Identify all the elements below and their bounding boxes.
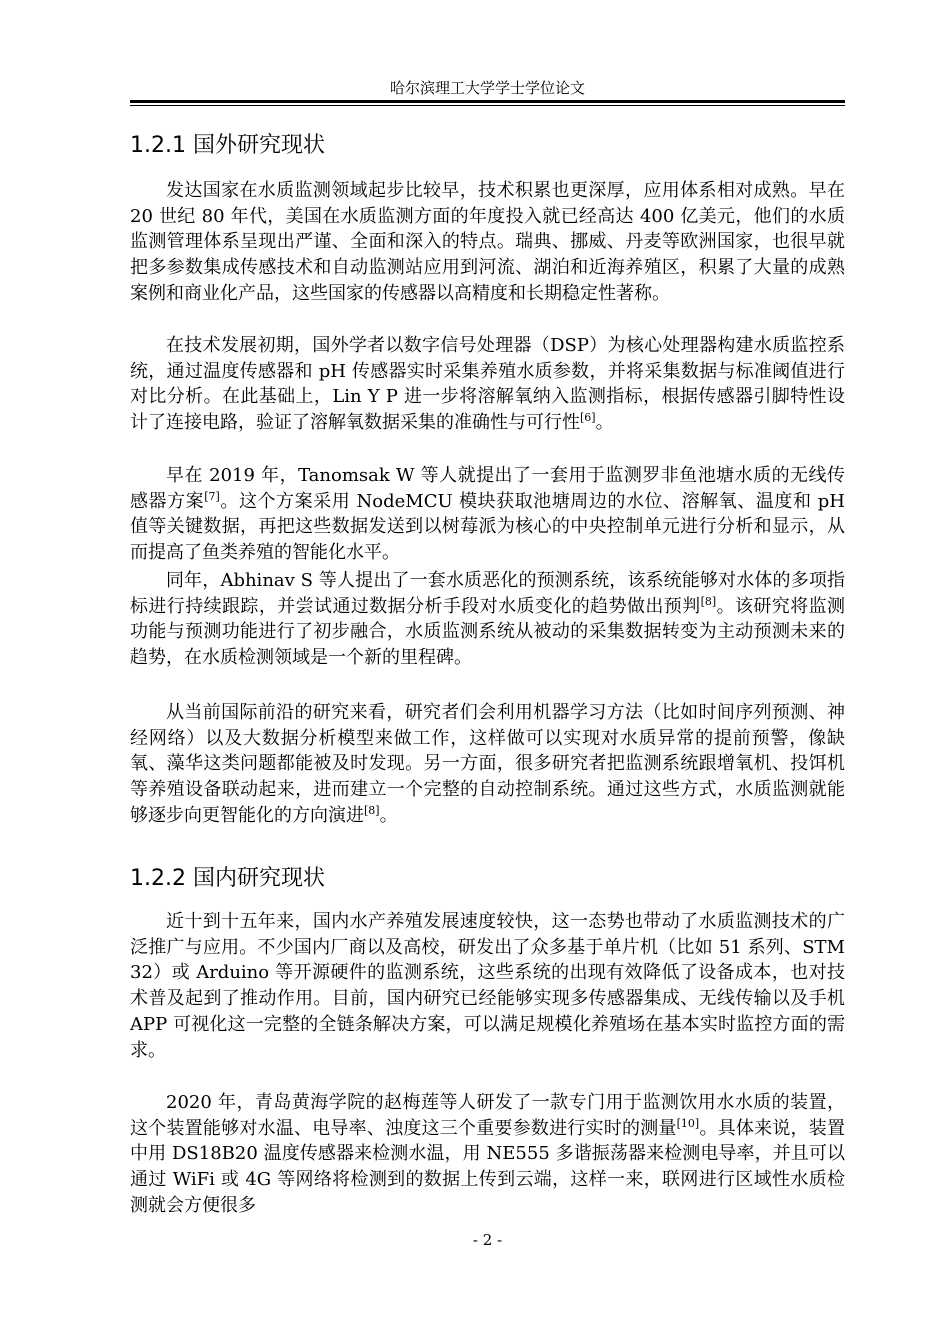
citation: [7]: [204, 489, 220, 503]
paragraph-foreign-3: 早在 2019 年，Tanomsak W 等人就提出了一套用于监测罗非鱼池塘水质的无线传感器方案[7]。这个方案采用 NodeMCU 模块获取池塘周边的水位、溶解氧、温度和 pH 值等关键数据，再把这些数据发送到以树莓派为核心的中央控制单元进行分析和显示，从而提高了鱼类养殖的智能化水平。: [130, 465, 845, 564]
citation: [6]: [580, 411, 596, 425]
citation: [10]: [676, 1116, 700, 1130]
paragraph-foreign-2: 在技术发展初期，国外学者以数字信号处理器（DSP）为核心处理器构建水质监控系统，通过温度传感器和 pH 传感器实时采集养殖水质参数，并将采集数据与标准阈值进行对比分析。在此基础上，Lin Y P 进一步将溶解氧纳入监测指标，根据传感器引脚特性设计了连接电路，验证了溶解氧数据采集的准确性与可行性[6]。: [130, 335, 845, 434]
paragraph-domestic-1: 近十到十五年来，国内水产养殖发展速度较快，这一态势也带动了水质监测技术的广泛推广与应用。不少国内厂商以及高校，研发出了众多基于单片机（比如 51 系列、STM32）或 Arduino 等开源硬件的监测系统，这些系统的出现有效降低了设备成本，也对技术普及起到了推动作用。目前，国内研究已经能够实现多传感器集成、无线传输以及手机 APP 可视化这一完整的全链条解决方案，可以满足规模化养殖场在基本实时监控方面的需求。: [130, 911, 845, 1061]
paragraph-foreign-4: 同年，Abhinav S 等人提出了一套水质恶化的预测系统，该系统能够对水体的多项指标进行持续跟踪，并尝试通过数据分析手段对水质变化的趋势做出预判[8]。该研究将监测功能与预测功能进行了初步融合，水质监测系统从被动的采集数据转变为主动预测未来的趋势，在水质检测领域是一个新的里程碑。: [130, 570, 846, 669]
header-rule-thin: [130, 105, 845, 106]
citation: [8]: [364, 803, 380, 817]
page-number: - 2 -: [472, 1231, 503, 1249]
running-header: 哈尔滨理工大学学士学位论文: [389, 79, 585, 97]
paragraph-foreign-1: 发达国家在水质监测领域起步比较早，技术积累也更深厚，应用体系相对成熟。早在 20 世纪 80 年代，美国在水质监测方面的年度投入就已经高达 400 亿美元，他们的水质监测管理体系呈现出严谨、全面和深入的特点。瑞典、挪威、丹麦等欧洲国家，也很早就把多参数集成传感技术和自动监测站应用到河流、湖泊和近海养殖区，积累了大量的成熟案例和商业化产品，这些国家的传感器以高精度和长期稳定性著称。: [130, 180, 845, 304]
section-heading-foreign: 1.2.1 国外研究现状: [130, 133, 325, 158]
section-heading-domestic: 1.2.2 国内研究现状: [130, 866, 325, 891]
paragraph-foreign-5: 从当前国际前沿的研究来看，研究者们会利用机器学习方法（比如时间序列预测、神经网络）以及大数据分析模型来做工作，这样做可以实现对水质异常的提前预警，像缺氧、藻华这类问题都能被及时发现。另一方面，很多研究者把监测系统跟增氧机、投饵机等养殖设备联动起来，进而建立一个完整的自动控制系统。通过这些方式，水质监测就能够逐步向更智能化的方向演进[8]。: [130, 702, 845, 826]
header-rule-thick: [130, 100, 845, 103]
citation: [8]: [700, 594, 717, 608]
paragraph-domestic-2: 2020 年，青岛黄海学院的赵梅莲等人研发了一款专门用于监测饮用水水质的装置，这个装置能够对水温、电导率、浊度这三个重要参数进行实时的测量[10]。具体来说，装置中用 DS18B20 温度传感器来检测水温，用 NE555 多谐振荡器来检测电导率，并且可以通过 WiFi 或 4G 等网络将检测到的数据上传到云端，这样一来，联网进行区域性水质检测就会方便很多: [130, 1092, 846, 1216]
